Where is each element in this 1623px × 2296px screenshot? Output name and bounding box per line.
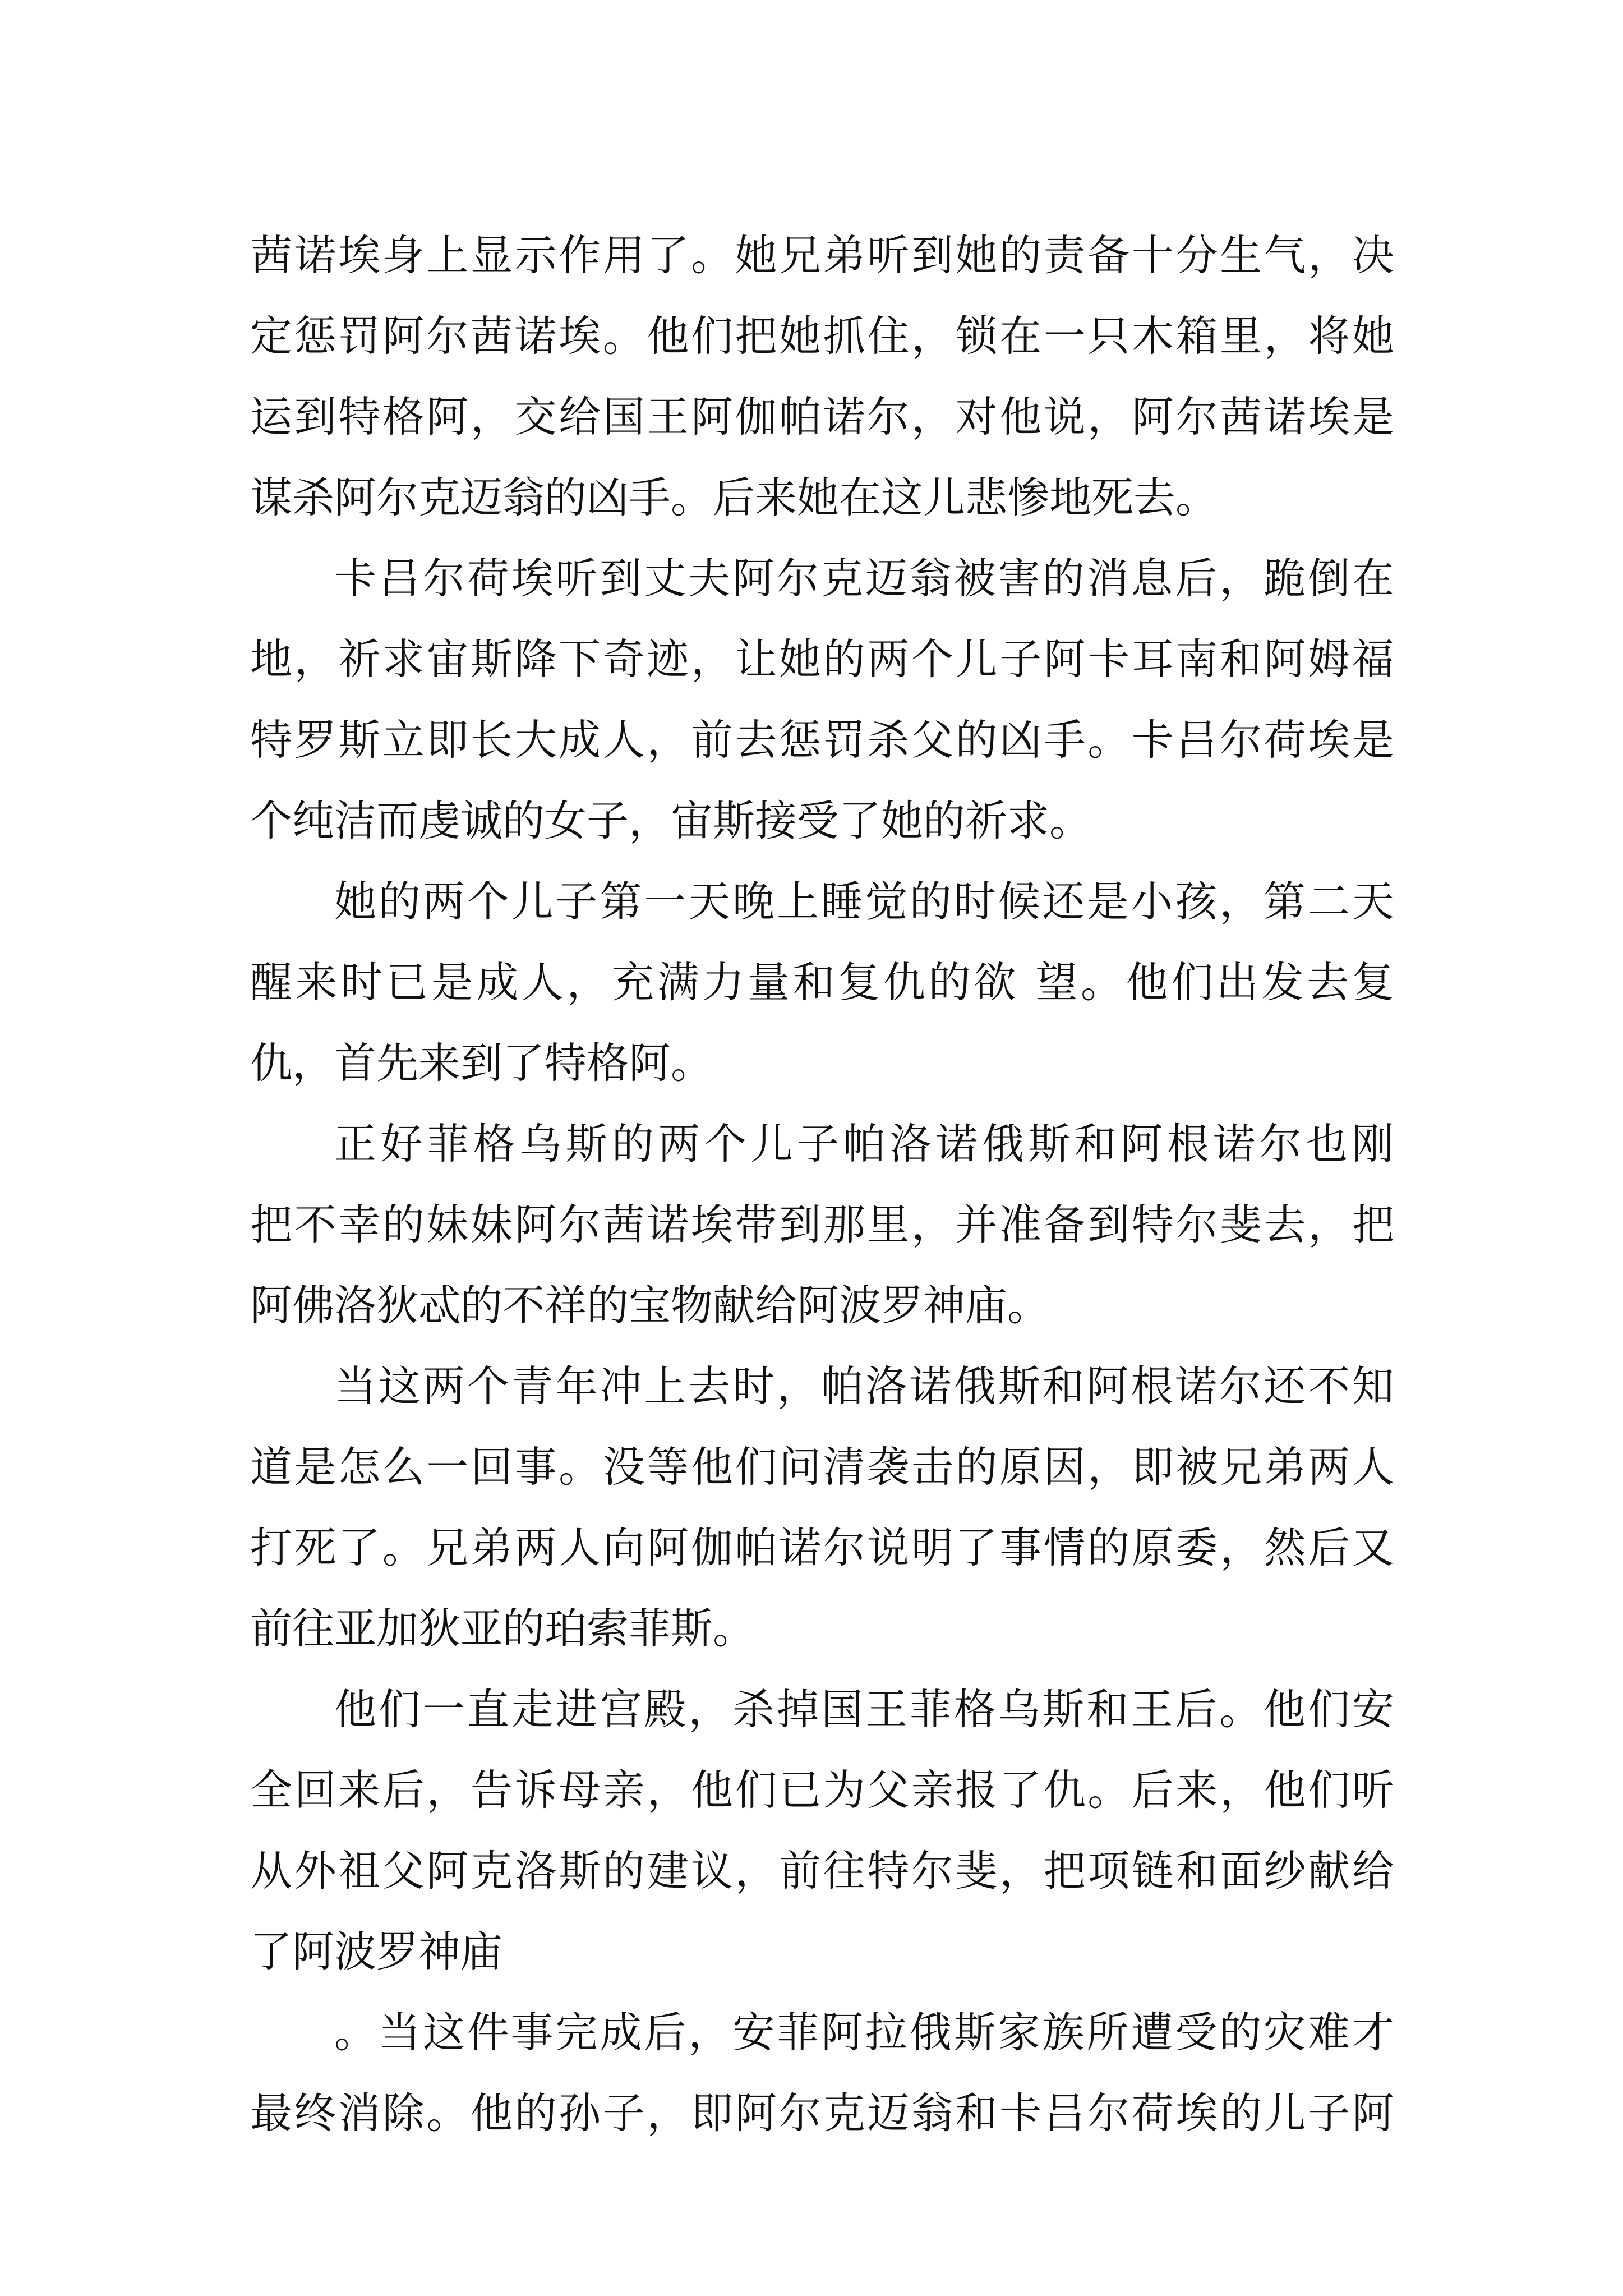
body-text [250,215,1394,2154]
text-line: 仇，首先来到了特格阿。 [250,1038,713,1088]
text-line: 把 不 幸 的 妹 妹 阿 尔 茜 诺 埃 带 到 那 里 ， 并 准 备 到 特 尔 斐 去 ， 把 [250,1200,1394,1249]
text-line: 谋杀阿尔克迈翁的凶手。后来她在这儿悲惨地死去。 [250,473,1218,522]
text-line: 从 外 祖 父 阿 克 洛 斯 的 建 议 ， 前 往 特 尔 斐 ， 把 项 链 和 面 纱 献 给 [250,1846,1394,1895]
text-line: 运 到 特 格 阿 ， 交 给 国 王 阿 伽 帕 诺 尔 ， 对 他 说 ， 阿 尔 茜 诺 埃 是 [250,392,1394,441]
text-line: 全 回 来 后 ， 告 诉 母 亲 ， 他 们 已 为 父 亲 报 了 仇 。 后 来 ， 他 们 听 [250,1765,1394,1815]
text-line: 打 死 了 。 兄 弟 两 人 向 阿 伽 帕 诺 尔 说 明 了 事 情 的 原 委 ， 然 后 又 [250,1523,1394,1572]
text-line: 地 ， 祈 求 宙 斯 降 下 奇 迹 ， 让 她 的 两 个 儿 子 阿 卡 耳 南 和 阿 姆 福 [250,634,1394,684]
paragraph-first-line: 她 的 两 个 儿 子 第 一 天 晚 上 睡 觉 的 时 候 还 是 小 孩 ， 第 二 天 [334,877,1394,926]
text-line: 定 惩 罚 阿 尔 茜 诺 埃 。 他 们 把 她 抓 住 ， 锁 在 一 只 木 箱 里 ， 将 她 [250,311,1394,361]
text-line: 茜 诺 埃 身 上 显 示 作 用 了 。 她 兄 弟 听 到 她 的 责 备 十 分 生 气 ， 决 [250,231,1394,280]
paragraph-first-line: 当 这 两 个 青 年 冲 上 去 时 ， 帕 洛 诺 俄 斯 和 阿 根 诺 尔 还 不 知 [334,1361,1394,1411]
paragraph-first-line: 。 当 这 件 事 完 成 后 ， 安 菲 阿 拉 俄 斯 家 族 所 遭 受 的 灾 难 才 [334,2008,1394,2057]
text-line: 特 罗 斯 立 即 长 大 成 人 ， 前 去 惩 罚 杀 父 的 凶 手 。 卡 吕 尔 荷 埃 是 [250,715,1394,765]
text-line: 最 终 消 除 。 他 的 孙 子 ， 即 阿 尔 克 迈 翁 和 卡 吕 尔 荷 埃 的 儿 子 阿 [250,2088,1394,2138]
text-line: 道 是 怎 么 一 回 事 。 没 等 他 们 问 清 袭 击 的 原 因 ， 即 被 兄 弟 两 人 [250,1442,1394,1492]
paragraph-first-line: 正 好 菲 格 乌 斯 的 两 个 儿 子 帕 洛 诺 俄 斯 和 阿 根 诺 尔 也 刚 [334,1119,1394,1168]
paragraph-first-line: 卡 吕 尔 荷 埃 听 到 丈 夫 阿 尔 克 迈 翁 被 害 的 消 息 后 ， 跪 倒 在 [334,554,1394,603]
text-line: 了阿波罗神庙 [250,1927,503,1976]
text-line: 阿佛洛狄忒的不祥的宝物献给阿波罗神庙。 [250,1281,1050,1330]
text-line: 醒 来 时 已 是 成 人 ， 充 满 力 量 和 复 仇 的 欲 望 。 他 们 出 发 去 复 [250,958,1394,1007]
text-line: 前往亚加狄亚的珀索菲斯。 [250,1604,755,1653]
paragraph-first-line: 他 们 一 直 走 进 宫 殿 ， 杀 掉 国 王 菲 格 乌 斯 和 王 后 。 他 们 安 [334,1685,1394,1734]
text-line: 个纯洁而虔诚的女子，宙斯接受了她的祈求。 [250,796,1092,845]
